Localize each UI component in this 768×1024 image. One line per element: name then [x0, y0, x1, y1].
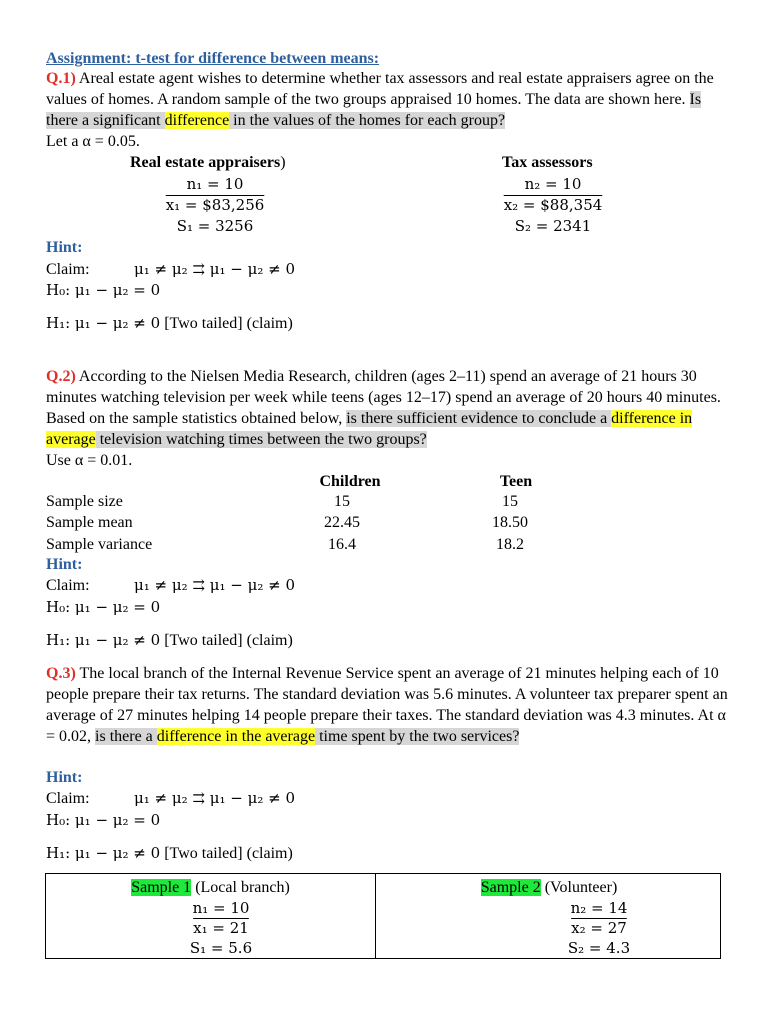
- q2-question-a: is there sufficient evidence to conclude a: [346, 410, 612, 427]
- q1-hint-label: Hint:: [46, 239, 83, 256]
- q3-claim: μ₁ ≠ μ₂ ⇉ μ₁ − μ₂ ≠ 0: [134, 789, 296, 807]
- q3-sample1-n: n₁ = 10: [192, 899, 250, 917]
- q2-label: Q.2): [46, 368, 76, 385]
- q3-hint-label: Hint:: [46, 769, 83, 786]
- q3-question-highlight: [95, 728, 519, 745]
- q1-group1-mean: [150, 195, 280, 216]
- q3-question-b: time spent by the two services?: [315, 728, 520, 745]
- q3-sample2-mean-text: x₂ = 27: [571, 919, 627, 937]
- q1-group2-mean: [488, 195, 618, 216]
- q1-claim-label: Claim:: [46, 261, 90, 278]
- q2-row-children: 15: [334, 493, 350, 510]
- q2-col-teen: Teen: [499, 473, 533, 490]
- q3-label: Q.3): [46, 665, 76, 682]
- q3-h0: H₀: μ₁ − μ₂ = 0: [46, 811, 161, 829]
- q1-text: Areal estate agent wishes to determine whether tax assessors and real estate appraisers agree on the values of homes. A random sample of the two groups appraised 10 homes. The data are shown here.: [46, 70, 714, 108]
- q1-group1-title-text: Real estate appraisers: [130, 154, 281, 171]
- q1-group2-n: n₂ = 10: [524, 175, 582, 193]
- q1-label: Q.1): [46, 70, 76, 87]
- q3-sample2-n: n₂ = 14: [570, 899, 628, 917]
- q2-text: According to the Nielsen Media Research, children (ages 2–11) spend an average of 21 hours 30 minutes watching television per week while teens (ages 12–17) spend an average of 20 hours 40 minutes. Based on the sample statistics obtained below,: [46, 368, 721, 427]
- q2-row-label: Sample mean: [46, 514, 133, 531]
- q2-h1-note: [Two tailed] (claim): [160, 632, 293, 649]
- q3-paragraph: [46, 663, 730, 747]
- q2-row-children: 22.45: [324, 514, 360, 531]
- q3-sample1-desc: (Local branch): [191, 879, 290, 896]
- q1-group1-title-suffix: ): [280, 154, 286, 171]
- q2-row-children: 16.4: [328, 536, 356, 553]
- q3-sample2-header: [376, 877, 722, 898]
- q1-group2-s: S₂ = 2341: [514, 217, 592, 235]
- q3-h1-note: [Two tailed] (claim): [160, 845, 293, 862]
- q3-text: The local branch of the Internal Revenue Service spent an average of 21 minutes helping each of 10 people prepare their tax returns. The standard deviation was 5.6 minutes. A volunteer tax preparer spent an average of 27 minutes helping 14 people prepare their taxes. The standard deviation was 4.3 minutes. At α = 0.02,: [46, 665, 728, 745]
- q1-h1-note: [Two tailed] (claim): [160, 315, 293, 332]
- q2-row-teen: 18.2: [496, 536, 524, 553]
- q3-sample2-mean: [426, 918, 768, 939]
- q2-h1-math: H₁: μ₁ − μ₂ ≠ 0: [46, 631, 161, 649]
- q1-group1-title: [130, 152, 286, 173]
- q1-keyword-highlight: difference: [164, 112, 230, 129]
- q2-row-label: Sample size: [46, 493, 123, 510]
- q2-h1: [46, 630, 293, 651]
- q3-h1: [46, 843, 293, 864]
- q3-claim-label: Claim:: [46, 790, 90, 807]
- q3-sample2-tag: Sample 2: [480, 879, 541, 896]
- q2-paragraph: [46, 366, 730, 450]
- q2-claim: μ₁ ≠ μ₂ ⇉ μ₁ − μ₂ ≠ 0: [134, 576, 296, 594]
- q1-h0: H₀: μ₁ − μ₂ = 0: [46, 281, 161, 299]
- q1-h1: [46, 313, 293, 334]
- q1-paragraph: [46, 68, 730, 131]
- q2-hint-label: Hint:: [46, 556, 83, 573]
- q3-sample2-desc: (Volunteer): [540, 879, 618, 896]
- q2-claim-label: Claim:: [46, 577, 90, 594]
- q2-col-children: Children: [319, 473, 381, 490]
- q3-question-a: is there a: [95, 728, 157, 745]
- q1-question-a: Is there a significant: [46, 91, 702, 129]
- q2-h0: H₀: μ₁ − μ₂ = 0: [46, 598, 161, 616]
- q3-h1-math: H₁: μ₁ − μ₂ ≠ 0: [46, 844, 161, 862]
- q3-sample1-header: [46, 877, 375, 898]
- q1-group1-mean-text: x₁ = $83,256: [165, 196, 265, 214]
- q3-sample1-mean: [46, 918, 396, 939]
- q1-group2-mean-text: x₂ = $88,354: [503, 196, 603, 214]
- q1-question-b: in the values of the homes for each group?: [229, 112, 506, 129]
- q3-sample1-tag: Sample 1: [131, 879, 192, 896]
- q1-alpha: Let a α = 0.05.: [46, 133, 140, 150]
- q3-keyword-highlight: difference in the average: [156, 728, 316, 745]
- q2-question-b: television watching times between the two groups?: [95, 431, 427, 448]
- q2-row-teen: 15: [502, 493, 518, 510]
- q1-group1-n: n₁ = 10: [186, 175, 244, 193]
- q1-group2-title: Tax assessors: [502, 154, 593, 171]
- q3-sample1-mean-text: x₁ = 21: [193, 919, 249, 937]
- q2-keyword-highlight: difference in average: [46, 410, 693, 448]
- q2-alpha: Use α = 0.01.: [46, 452, 133, 469]
- q1-claim: μ₁ ≠ μ₂ ⇉ μ₁ − μ₂ ≠ 0: [134, 260, 296, 278]
- q1-h1-math: H₁: μ₁ − μ₂ ≠ 0: [46, 314, 161, 332]
- q3-sample-table: [45, 873, 721, 959]
- page-title: Assignment: t-test for difference between means:: [46, 50, 380, 67]
- q3-sample1-s: S₁ = 5.6: [189, 939, 253, 957]
- q2-row-label: Sample variance: [46, 536, 153, 553]
- q3-sample2-s: S₂ = 4.3: [567, 939, 631, 957]
- q1-group1-s: S₁ = 3256: [176, 217, 254, 235]
- q2-row-teen: 18.50: [492, 514, 528, 531]
